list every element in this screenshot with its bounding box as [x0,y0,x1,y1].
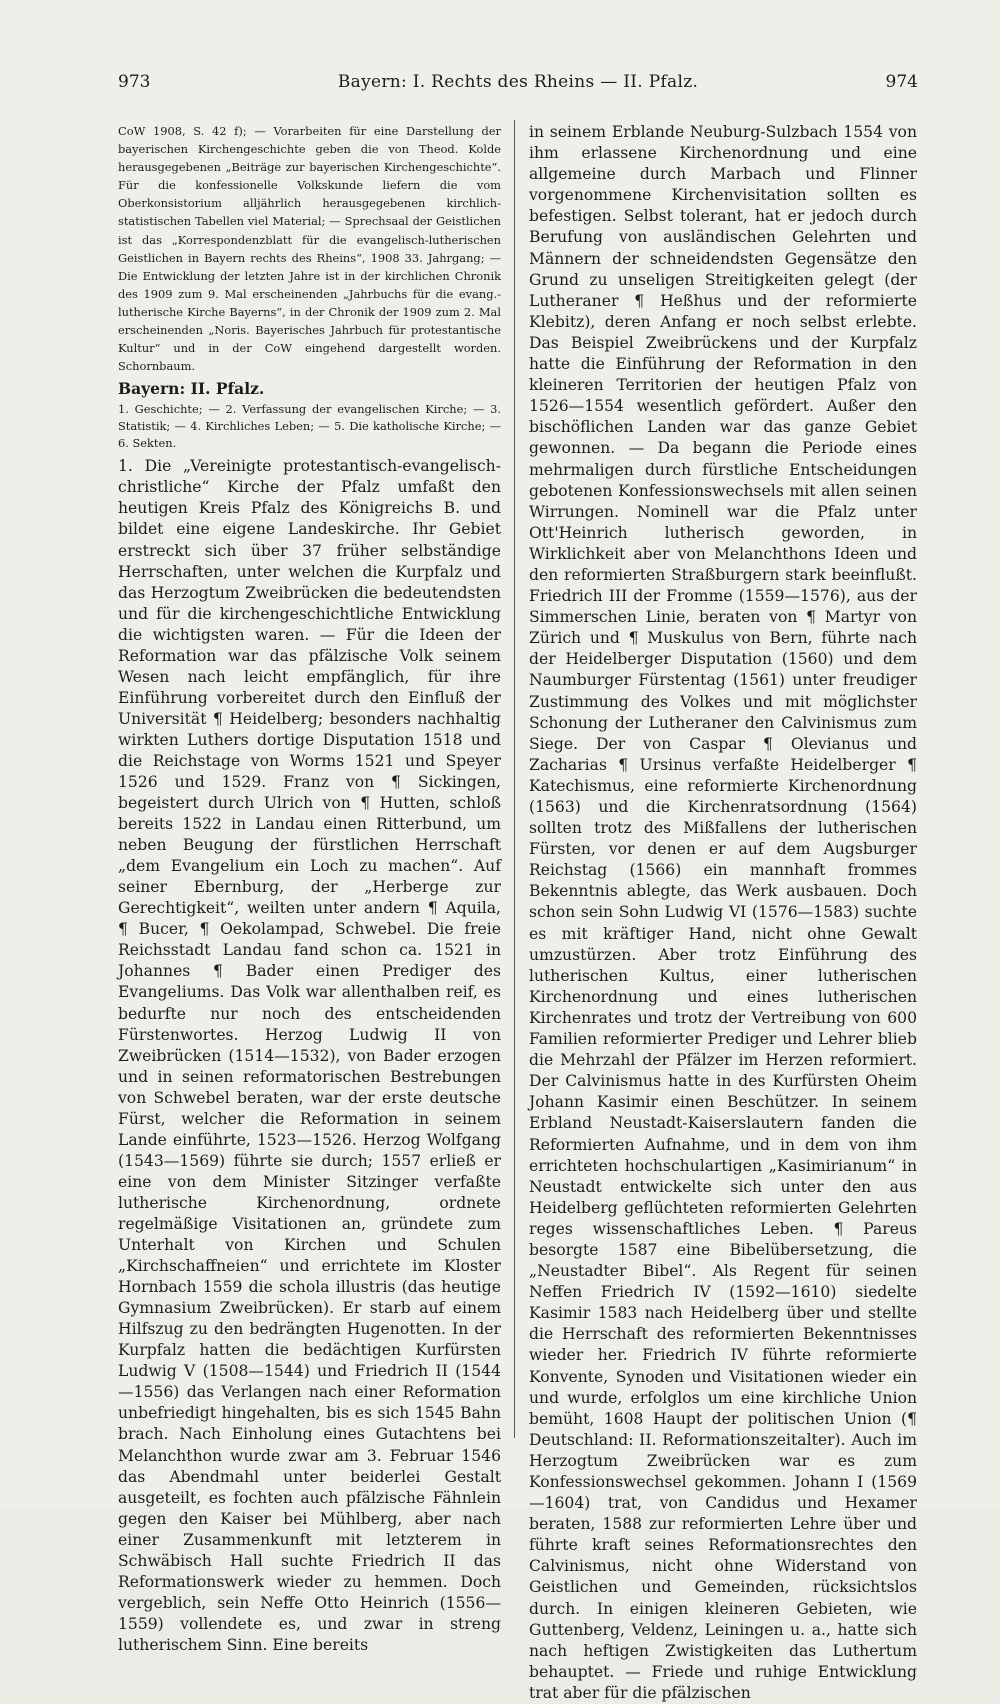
page-number-left: 973 [118,72,151,92]
running-title: Bayern: I. Rechts des Rheins — II. Pfalz. [337,72,699,92]
section-heading: Bayern: II. Pfalz. [118,379,265,399]
page-number-right: 974 [885,72,918,92]
right-column [529,122,917,1704]
running-header [118,72,918,102]
bibliography-paragraph: CoW 1908, S. 42 f); — Vorarbeiten für eine Darstellung der bayerischen Kirchengeschichte geben die von Theod. Kolde herausgegebenen „Beiträge zur bayerischen Kirchengeschichte“. Für die konfessionelle Volkskunde liefern die vom Oberkonsistorium alljährlich herausgegebenen kirchlich-statistischen Tabellen viel Material; — Sprechsaal der Geistlichen ist das „Korrespondenzblatt für die evangelisch-lutherischen Geistlichen in Bayern rechts des Rheins“, 1908 33. Jahrgang; — Die Entwicklung der letzten Jahre ist in der kirchlichen Chronik des 1909 zum 9. Mal erscheinenden „Jahrbuchs für die evang.-lutherische Kirche Bayerns“, in der Chronik der 1909 zum 2. Mal erscheinenden „Noris. Bayerisches Jahrbuch für protestantische Kultur“ und in der CoW eingehend dargestellt worden. Schornbaum. [118,124,501,374]
left-body-text: 1. Die „Vereinigte protestantisch-evangelisch-christliche“ Kirche der Pfalz umfaßt den heutigen Kreis Pfalz des Königreichs B. und bildet eine eigene Landeskirche. Ihr Gebiet erstreckt sich über 37 früher selbständige Herrschaften, unter welchen die Kurpfalz und das Herzogtum Zweibrücken die bedeutendsten und für die kirchengeschichtliche Entwicklung die wichtigsten waren. — Für die Ideen der Reformation war das pfälzische Volk seinem Wesen nach leicht empfänglich, für ihre Einführung vorbereitet durch den Einfluß der Universität ¶ Heidelberg; besonders nachhaltig wirkten Luthers dortige Disputation 1518 und die Reichstage von Worms 1521 und Speyer 1526 und 1529. Franz von ¶ Sickingen, begeistert durch Ulrich von ¶ Hutten, schloß bereits 1522 in Landau einen Ritterbund, um neben Beugung der fürstlichen Herrschaft „dem Evangelium ein Loch zu machen“. Auf seiner Ebernburg, der „Herberge zur Gerechtigkeit“, weilten unter andern ¶ Aquila, ¶ Bucer, ¶ Oekolampad, Schwebel. Die freie Reichsstadt Landau fand schon ca. 1521 in Johannes ¶ Bader einen Prediger des Evangeliums. Das Volk war allenthalben reif, es bedurfte nur noch des entscheidenden Fürstenwortes. Herzog Ludwig II von Zweibrücken (1514—1532), von Bader erzogen und in seinen reformatorischen Bestrebungen von Schwebel beraten, war der erste deutsche Fürst, welcher die Reformation in seinem Lande einführte, 1523—1526. Herzog Wolfgang (1543—1569) führte sie durch; 1557 erließ er eine von dem Minister Sitzinger verfaßte lutherische Kirchenordnung, ordnete regelmäßige Visitationen an, gründete zum Unterhalt von Kirchen und Schulen „Kirchschaffneien“ und errichtete im Kloster Hornbach 1559 die schola illustris (das heutige Gymnasium Zweibrücken). Er starb auf einem Hilfszug zu den bedrängten Hugenotten. In der Kurpfalz hatten die bedächtigen Kurfürsten Ludwig V (1508—1544) und Friedrich II (1544—1556) das Verlangen nach einer Reformation unbefriedigt hingehalten, bis es sich 1545 Bahn brach. Nach Einholung eines Gutachtens bei Melanchthon wurde zwar am 3. Februar 1546 das Abendmahl unter beiderlei Gestalt ausgeteilt, es fochten auch pfälzische Fähnlein gegen den Kaiser bei Mühlberg, aber nach einer Zusammenkunft mit letzterem in Schwäbisch Hall suchte Friedrich II das Reformationswerk wieder zu hemmen. Doch vergeblich, sein Neffe Otto Heinrich (1556—1559) vollendete es, und zwar in streng lutherischem Sinn. Eine bereits [118,457,501,1654]
left-column [118,122,501,1656]
section-contents: 1. Geschichte; — 2. Verfassung der evangelischen Kirche; — 3. Statistik; — 4. Kirchliches Leben; — 5. Die katholische Kirche; — 6. Sekten. [118,402,501,451]
right-body-text: in seinem Erblande Neuburg-Sulzbach 1554 von ihm erlassene Kirchenordnung und eine allgemeine durch Marbach und Flinner vorgenommene Kirchenvisitation sollten es befestigen. Selbst tolerant, hat er jedoch durch Berufung von ausländischen Gelehrten und Männern der schneidendsten Gegensätze den Grund zu unseligen Streitigkeiten gelegt (der Lutheraner ¶ Heßhus und der reformierte Klebitz), deren Anfang er noch selbst erlebte. Das Beispiel Zweibrückens und der Kurpfalz hatte die Einführung der Reformation in den kleineren Territorien der heutigen Pfalz von 1526—1554 wesentlich gefördert. Außer den bischöflichen Landen war das ganze Gebiet gewonnen. — Da begann die Periode eines mehrmaligen durch fürstliche Entscheidungen gebotenen Konfessionswechsels mit allen seinen Wirrungen. Nominell war die Pfalz unter Ott'Heinrich lutherisch geworden, in Wirklichkeit aber von Melanchthons Ideen und den reformierten Straßburgern stark beeinflußt. Friedrich III der Fromme (1559—1576), aus der Simmerschen Linie, beraten von ¶ Martyr von Zürich und ¶ Muskulus von Bern, führte nach der Heidelberger Disputation (1560) und dem Naumburger Fürstentag (1561) unter freudiger Zustimmung des Volkes und mit möglichster Schonung der Lutheraner den Calvinismus zum Siege. Der von Caspar ¶ Olevianus und Zacharias ¶ Ursinus verfaßte Heidelberger ¶ Katechismus, eine reformierte Kirchenordnung (1563) und die Kirchenratsordnung (1564) sollten trotz des Mißfallens der lutherischen Fürsten, vor denen er auf dem Augsburger Reichstag (1566) ein mannhaft frommes Bekenntnis ablegte, das Werk ausbauen. Doch schon sein Sohn Ludwig VI (1576—1583) suchte es mit kräftiger Hand, nicht ohne Gewalt umzustürzen. Aber trotz Einführung des lutherischen Kultus, einer lutherischen Kirchenordnung und eines lutherischen Kirchenrates und trotz der Vertreibung von 600 Familien reformierter Prediger und Lehrer blieb die Mehrzahl der Pfälzer im Herzen reformiert. Der Calvinismus hatte in des Kurfürsten Oheim Johann Kasimir einen Beschützer. In seinem Erbland Neustadt-Kaiserslautern fanden die Reformierten Aufnahme, und in dem von ihm errichteten hochschulartigen „Kasimirianum“ in Neustadt entwickelte sich unter den aus Heidelberg geflüchteten reformierten Gelehrten reges wissenschaftliches Leben. ¶ Pareus besorgte 1587 eine Bibelübersetzung, die „Neustadter Bibel“. Als Regent für seinen Neffen Friedrich IV (1592—1610) siedelte Kasimir 1583 nach Heidelberg über und stellte die Herrschaft des reformierten Bekenntnisses wieder her. Friedrich IV führte reformierte Konvente, Synoden und Visitationen wieder ein und wurde, erfolglos um eine kirchliche Union bemüht, 1608 Haupt der politischen Union (¶ Deutschland: II. Reformationszeitalter). Auch im Herzogtum Zweibrücken war es zum Konfessionswechsel gekommen. Johann I (1569—1604) trat, von Candidus und Hexamer beraten, 1588 zur reformierten Lehre über und führte kraft seines Reformationsrechtes den Calvinismus, nicht ohne Widerstand von Geistlichen und Gemeinden, rücksichtslos durch. In einigen kleineren Gebieten, wie Guttenberg, Veldenz, Leiningen u. a., hatte sich nach heftigen Zwistigkeiten das Luthertum behauptet. — Friede und ruhige Entwicklung trat aber für die pfälzischen [529,123,917,1702]
column-divider [514,120,515,1438]
